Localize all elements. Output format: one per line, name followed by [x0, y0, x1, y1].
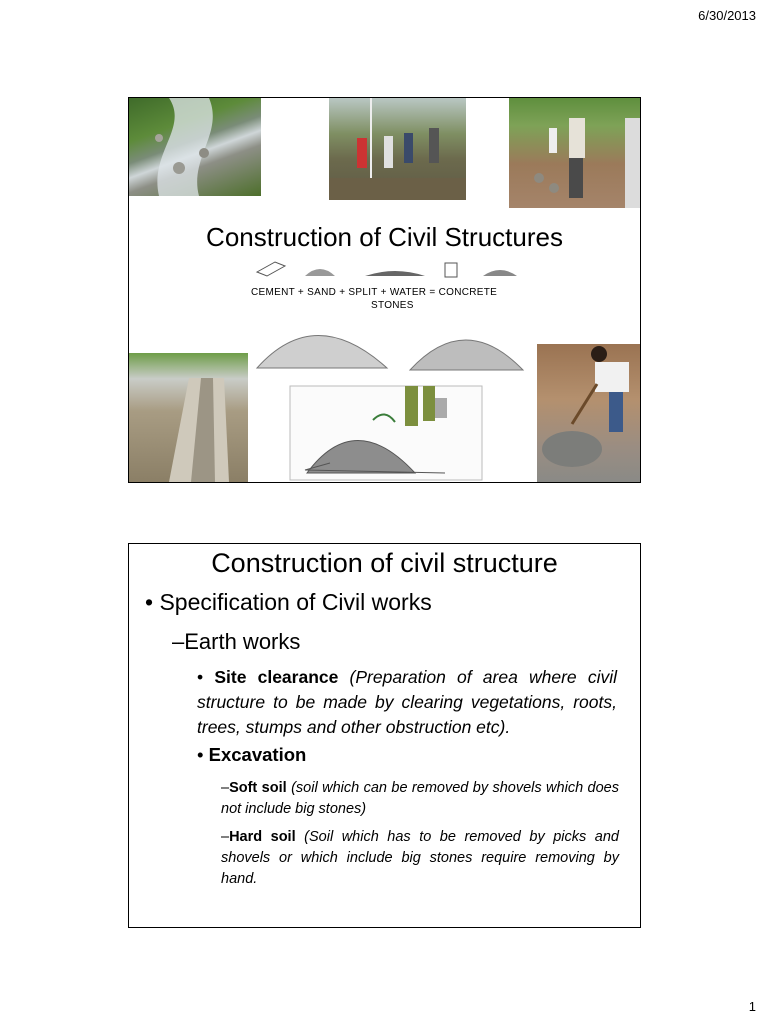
- site-clearance-desc: (Preparation of area where civil structure to be made by clearing vegetations, roots, trees, stumps and other obstruction etc).: [197, 667, 617, 737]
- bullet-soft-soil: [221, 778, 619, 820]
- river-photo: [129, 98, 261, 196]
- dash-marker: –: [221, 829, 230, 845]
- bullet-earth-works: –Earth works: [172, 629, 301, 654]
- survey-photo: [329, 98, 466, 200]
- dash-marker: –: [221, 780, 230, 796]
- mixing-photo: [537, 344, 640, 482]
- slide-2-title: Construction of civil structure: [211, 548, 558, 578]
- concrete-formula-stones: STONES: [371, 300, 414, 311]
- bullet-hard-soil: [221, 827, 619, 890]
- bullet-marker: •: [197, 744, 204, 765]
- slide-1-title: Construction of Civil Structures: [206, 222, 563, 252]
- slide-2: [128, 543, 641, 928]
- mixing-photo-art: [537, 344, 640, 482]
- bullet-specification: • Specification of Civil works: [145, 589, 432, 615]
- bullet-excavation: [197, 744, 306, 766]
- page-number: 1: [748, 999, 756, 1014]
- excavation-label: Excavation: [208, 744, 307, 765]
- hard-soil-label: Hard soil: [229, 829, 296, 845]
- workers-photo: [509, 98, 640, 208]
- site-clearance-label: Site clearance: [214, 667, 339, 687]
- bullet-site-clearance: [197, 665, 617, 740]
- slide-1: [128, 97, 641, 483]
- bullet-marker: •: [197, 667, 204, 687]
- concrete-formula: CEMENT + SAND + SPLIT + WATER = CONCRETE: [251, 287, 498, 298]
- canal-photo-art: [129, 353, 248, 482]
- survey-photo-art: [329, 98, 466, 200]
- hard-soil-desc: (Soil which has to be removed by picks and shovels or which include big stones require removing by hand.: [221, 829, 619, 887]
- soft-soil-desc: (soil which can be removed by shovels which does not include big stones): [221, 780, 619, 817]
- soft-soil-label: Soft soil: [229, 780, 287, 796]
- workers-photo-art: [509, 98, 640, 208]
- concrete-mix-illustration: [245, 258, 543, 482]
- canal-photo: [129, 353, 248, 482]
- page-date: 6/30/2013: [698, 8, 756, 23]
- river-photo-art: [129, 98, 261, 196]
